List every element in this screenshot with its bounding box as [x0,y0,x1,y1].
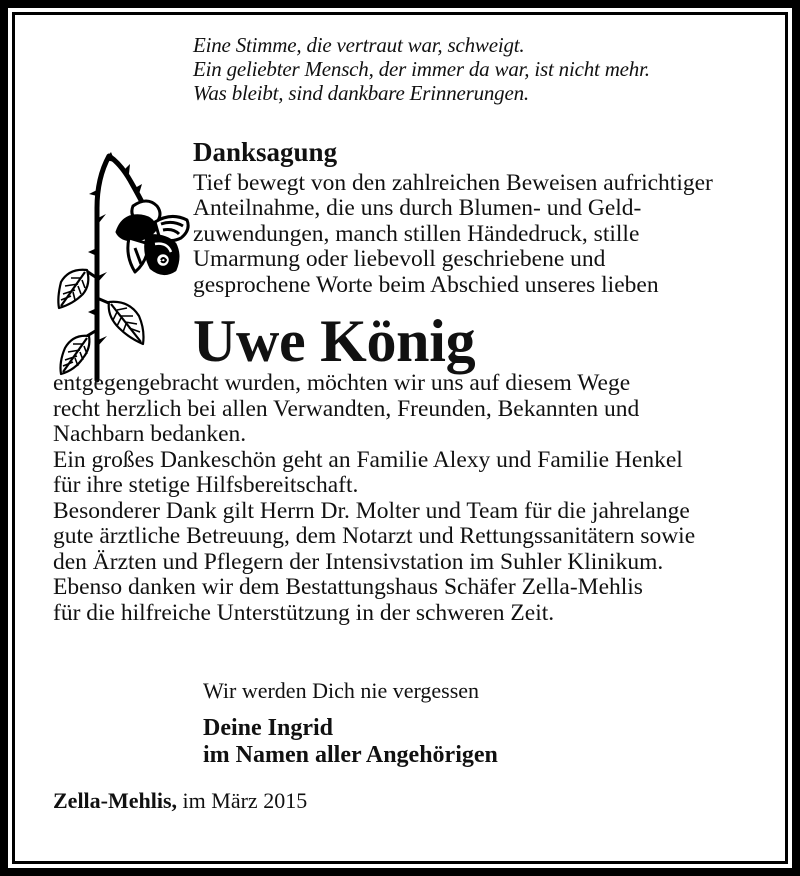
intro-line: Umarmung oder liebevoll geschriebene und [193,246,606,273]
deceased-name: Uwe König [193,308,476,374]
signature-line: im Namen aller Angehörigen [203,742,498,768]
signature-block [203,715,498,769]
body-line: Nachbarn bedanken. [53,421,247,447]
poem-line: Was bleibt, sind dankbare Erinnerungen. [193,81,529,105]
body-line: für ihre stetige Hilfsbereitschaft. [53,472,359,498]
signature-line: Deine Ingrid [203,715,334,741]
intro-line: Anteilnahme, die uns durch Blumen- und Geld- [193,195,642,222]
closing-line: Wir werden Dich nie vergessen [203,678,480,703]
body-line: den Ärzten und Pflegern der Intensivstation im Suhler Klinikum. [53,548,664,575]
heading-danksagung: Danksagung [193,137,338,167]
date: im März 2015 [177,788,308,813]
body-line: Ein großes Dankeschön geht an Familie Alexy und Familie Henkel [53,446,683,473]
body-line: Besonderer Dank gilt Herrn Dr. Molter und Team für die jahrelange [53,497,690,524]
body-line: recht herzlich bei allen Verwandten, Freunden, Bekannten und [53,395,640,422]
body-line: für die hilfreiche Unterstützung in der schweren Zeit. [53,599,555,626]
memorial-poem [193,33,650,105]
body-line: gute ärztliche Betreuung, dem Notarzt und Rettungssanitätern sowie [53,523,696,549]
drooping-rose-icon [51,148,191,388]
place-and-date [53,788,307,814]
body-paragraph [53,371,695,626]
intro-paragraph [193,171,713,298]
intro-line: zuwendungen, manch stillen Händedruck, stille [193,220,640,247]
place: Zella-Mehlis, [53,788,178,813]
intro-line: gesprochene Worte beim Abschied unseres lieben [193,271,659,298]
body-line: entgegengebracht wurden, möchten wir uns auf diesem Wege [53,370,631,396]
notice-page [15,15,785,861]
body-line: Ebenso danken wir dem Bestattungshaus Schäfer Zella-Mehlis [53,574,643,600]
poem-line: Ein geliebter Mensch, der immer da war, ist nicht mehr. [193,57,650,81]
poem-line: Eine Stimme, die vertraut war, schweigt. [193,33,525,57]
intro-line: Tief bewegt von den zahlreichen Beweisen aufrichtiger [193,170,713,196]
